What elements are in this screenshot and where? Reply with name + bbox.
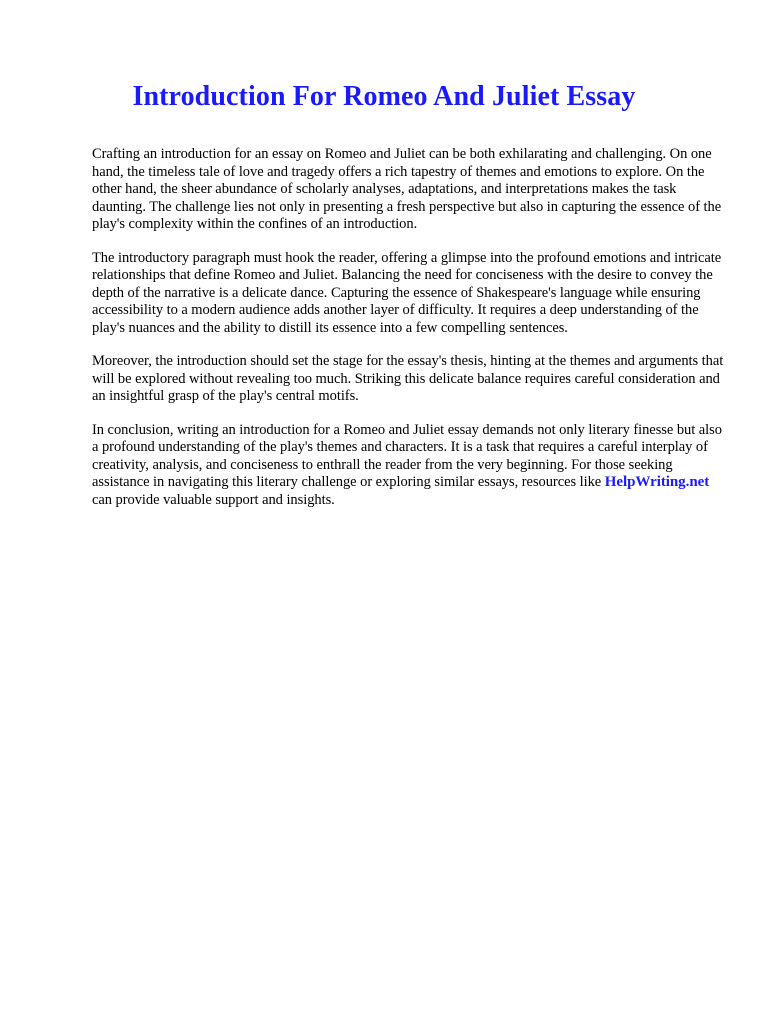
helpwriting-link[interactable]: HelpWriting.net: [604, 474, 710, 490]
conclusion-text-before-link: In conclusion, writing an introduction for a Romeo and Juliet essay demands not only literary finesse but also a profound understanding of the play's themes and characters. It is a task that requires a careful interplay of creativity, analysis, and conciseness to enthrall the reader from the very beginning. For those seeking assistance in navigating this literary challenge or exploring similar essays, resources like: [92, 421, 722, 490]
conclusion-paragraph: [92, 422, 724, 510]
paragraph-3: Moreover, the introduction should set the stage for the essay's thesis, hinting at the themes and arguments that will be explored without revealing too much. Striking this delicate balance requires careful consideration and an insightful grasp of the play's central motifs.: [92, 353, 724, 404]
page-title: Introduction For Romeo And Juliet Essay: [132, 81, 636, 112]
paragraph-1: Crafting an introduction for an essay on Romeo and Juliet can be both exhilarating and challenging. On one hand, the timeless tale of love and tragedy offers a rich tapestry of themes and emotions to explore. On the other hand, the sheer abundance of scholarly analyses, adaptations, and interpretations makes the task daunting. The challenge lies not only in presenting a fresh perspective but also in capturing the essence of the play's complexity within the confines of an introduction.: [92, 146, 722, 232]
conclusion-text-after-link: can provide valuable support and insights.: [92, 491, 335, 508]
paragraph-2: The introductory paragraph must hook the reader, offering a glimpse into the profound emotions and intricate relationships that define Romeo and Juliet. Balancing the need for conciseness with the desire to convey the depth of the narrative is a delicate dance. Capturing the essence of Shakespeare's language while ensuring accessibility to a modern audience adds another layer of difficulty. It requires a deep understanding of the play's nuances and the ability to distill its essence into a few compelling sentences.: [92, 249, 722, 336]
document-body: [92, 146, 724, 525]
